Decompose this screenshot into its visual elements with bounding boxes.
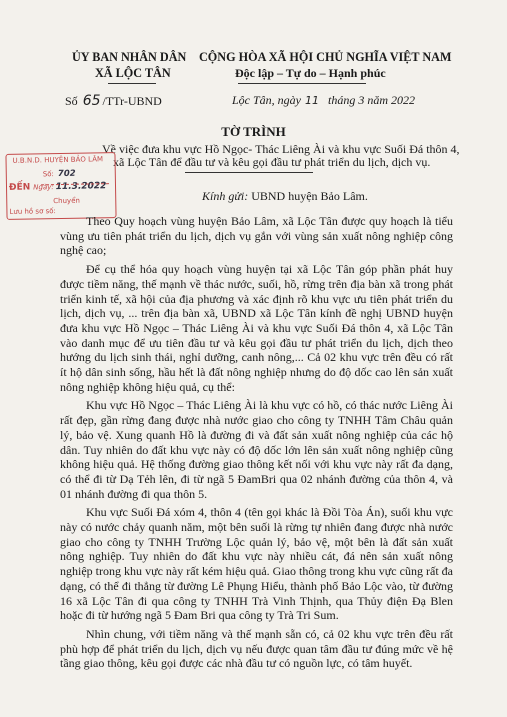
incoming-document-stamp <box>5 152 116 220</box>
body-paragraph: Theo Quy hoạch vùng huyện Bảo Lâm, xã Lộc Tân được quy hoạch là tiểu vùng ưu tiên phát triển du lịch, dịch vụ gắn với vùng sản xuất nông nghiệp công nghệ cao; <box>60 214 453 258</box>
doc-number-value: 65 <box>82 93 101 109</box>
subject-line2: xã Lộc Tân để đầu tư và kêu gọi đầu tư phát triển du lịch, dịch vụ. <box>113 155 431 169</box>
place-date <box>232 93 415 108</box>
motto-underline <box>238 83 366 84</box>
stamp-den-label: ĐẾN <box>8 182 31 193</box>
stamp-so-value: 702 <box>57 168 76 180</box>
body-paragraph: Để cụ thể hóa quy hoạch vùng huyện tại xã Lộc Tân góp phần phát huy được tiềm năng, thế mạnh về thác nước, suối, hồ, rừng trên địa bàn xã trong phát triển kinh tế, xã hội của địa phương và xác định rõ khu vực ưu tiên phát triển du lịch, dịch vụ, ... trên địa bàn xã, UBND xã Lộc Tân kính đề nghị UBND huyện đưa khu vực Hồ Ngọc – Thác Liêng Ài và khu vực Suối Đá thôn 4, xã Lộc Tân vào danh mục để ưu tiên đầu tư và kêu gọi đầu tư phát triển du lịch, dịch theo hướng du lịch sinh thái, nghỉ dưỡng, canh nông,... Cả 02 khu vực trên đều có rất ít hộ dân sinh sống, hầu hết là đất nông nghiệp nhưng do độ dốc cao lên sản xuất nông nghiệp không hiệu quả, cụ thể: <box>60 262 453 394</box>
agency-underline <box>108 83 156 84</box>
doc-number-suffix: /TTr-UBND <box>102 94 162 108</box>
place-date-day: 11 <box>305 94 319 107</box>
subject-underline <box>185 172 313 173</box>
document-number <box>65 93 162 109</box>
agency-name-line1: ỦY BAN NHÂN DÂN <box>72 50 187 64</box>
stamp-agency: U.B.N.D. HUYỆN BẢO LÂM <box>12 155 104 165</box>
stamp-luu: Lưu hồ sơ số: <box>9 207 56 216</box>
subject-line1: Về việc đưa khu vực Hồ Ngọc- Thác Liêng Ài và khu vực Suối Đá thôn 4, <box>102 142 460 156</box>
place-date-suffix: tháng 3 năm 2022 <box>328 93 415 107</box>
document-body <box>60 214 453 675</box>
body-paragraph: Khu vực Suối Đá xóm 4, thôn 4 (tên gọi khác là Đồi Tòa Án), suối khu vực này có nước chảy quanh năm, một bên suối là rừng tự nhiên đang được nhà nước giao cho công ty TNHH Trường Lộc quản lý, bảo vệ, một bên là đất sản xuất nông nghiệp. Tuy nhiên do đất khu vực này nhiều cát, đá nên sản xuất nông nghiệp trong khu vực này rất kém hiệu quả. Giao thông trong khu vực cũng rất đa dạng, có thể đi thẳng từ đường Lê Phụng Hiểu, thành phố Bảo Lộc vào, từ đường 16 xã Lộc Tân đi qua công ty TNHH Trà Vinh Thịnh, qua Thủy điện Đạ Blen hoặc đi từ hướng ngã 5 Đam Bri qua công ty Trà Tri Sum. <box>60 505 453 623</box>
stamp-ngay-label: Ngày: <box>33 183 54 192</box>
document-title: TỜ TRÌNH <box>221 124 286 139</box>
stamp-so-label: Số: <box>42 170 54 179</box>
stamp-ngay-value: 11.3.2022 <box>55 181 107 193</box>
stamp-chuyen: Chuyển <box>53 196 80 206</box>
recipient <box>202 189 368 204</box>
recipient-label: Kính gửi: <box>202 189 249 203</box>
stamp-so <box>43 169 76 180</box>
place-date-prefix: Lộc Tân, ngày <box>232 93 301 107</box>
agency-name-line2: XÃ LỘC TÂN <box>95 66 171 80</box>
doc-number-prefix: Số <box>65 94 78 108</box>
national-motto: Độc lập – Tự do – Hạnh phúc <box>235 66 386 80</box>
body-paragraph: Khu vực Hồ Ngọc – Thác Liêng Ài là khu vực có hồ, có thác nước Liêng Ài rất đẹp, gần rừng đang được nhà nước giao cho công ty TNHH Tâm Châu quản lý, bảo vệ. Xung quanh Hồ là đường đi và đất sản xuất nông nghiệp của các hộ dân. Tuy nhiên do đất khu vực này có độ dốc lớn lên sản xuất nông nghiệp cũng không hiệu quả. Hệ thống đường giao thông kết nối với khu vực này rất đa dạng, có thể đi từ Dạ Tẻh lên, đi từ ngã 5 ĐamBri qua 02 nhánh đường của thôn 4, và 01 nhánh đường đi qua thôn 5. <box>60 398 453 501</box>
national-title: CỘNG HÒA XÃ HỘI CHỦ NGHĨA VIỆT NAM <box>199 50 452 64</box>
body-paragraph: Nhìn chung, với tiềm năng và thế mạnh sẵn có, cả 02 khu vực trên đều rất phù hợp để phát triển du lịch, dịch vụ nếu được quan tâm đầu tư đúng mức về hệ tầng giao thông, kêu gọi được các nhà đầu tư có nguồn lực, có tâm huyết. <box>60 626 453 671</box>
recipient-value: UBND huyện Bảo Lâm. <box>251 189 368 203</box>
